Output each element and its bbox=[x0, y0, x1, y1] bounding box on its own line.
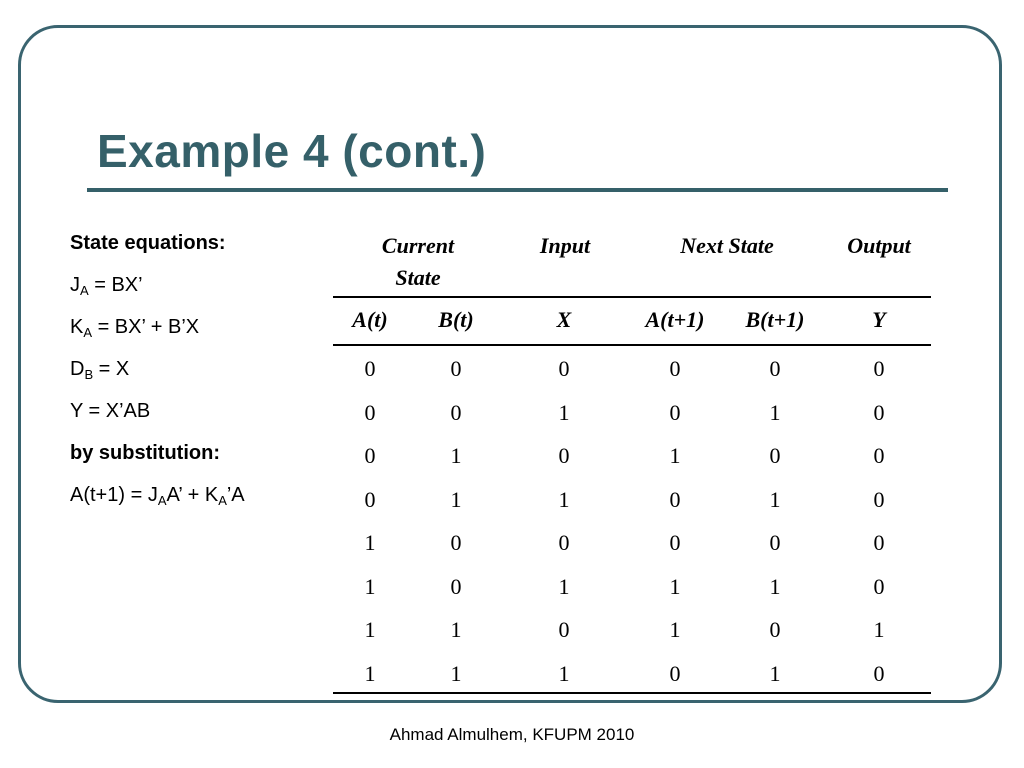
at1-equation: $A(t+1) = J_AA$’ + $K_A’A$ bbox=[70, 484, 245, 508]
table-cell: 0 bbox=[669, 660, 681, 686]
table-cell: 1 bbox=[669, 443, 681, 468]
table-cell: 0 bbox=[558, 617, 570, 642]
group-header-row bbox=[333, 228, 931, 296]
state-table bbox=[333, 228, 931, 686]
table-cell: 0 bbox=[558, 530, 570, 555]
table-cell: 0 bbox=[669, 486, 681, 512]
table-cell: 0 bbox=[364, 399, 376, 425]
table-cell: 1 bbox=[669, 617, 681, 642]
table-cell: 1 bbox=[450, 443, 462, 468]
output-header: Output bbox=[847, 233, 911, 258]
table-cell: 0 bbox=[873, 660, 885, 686]
column-header: A(t) bbox=[352, 307, 388, 332]
table-cell: 1 bbox=[873, 617, 885, 642]
column-header: B(t+1) bbox=[745, 307, 805, 332]
table-cell: 1 bbox=[558, 399, 570, 425]
table-cell: 0 bbox=[873, 443, 885, 468]
table-bottom-rule bbox=[333, 692, 931, 694]
table-cell: 0 bbox=[450, 573, 462, 599]
column-header: X bbox=[556, 307, 572, 332]
ja-equation: $J_A$ = BX’ bbox=[70, 274, 143, 298]
table-cell: 0 bbox=[669, 356, 681, 381]
table-cell: 0 bbox=[450, 356, 462, 381]
table-cell: 1 bbox=[364, 573, 376, 599]
table-cell: 0 bbox=[769, 617, 781, 642]
table-cell: 0 bbox=[769, 530, 781, 555]
input-header: Input bbox=[539, 233, 591, 258]
table-cell: 0 bbox=[364, 443, 376, 468]
ka-equation: $K_A$ = BX’ + B’X bbox=[70, 316, 200, 340]
table-cell: 0 bbox=[558, 443, 570, 468]
table-cell: 1 bbox=[558, 573, 570, 599]
table-cell: 0 bbox=[873, 486, 885, 512]
table-cell: 1 bbox=[769, 660, 781, 686]
column-header: B(t) bbox=[438, 307, 474, 332]
db-equation: $D_B = X$ bbox=[70, 358, 130, 382]
table-cell: 0 bbox=[873, 356, 885, 381]
title-underline bbox=[87, 188, 948, 192]
table-cell: 1 bbox=[769, 486, 781, 512]
table-cell: 0 bbox=[364, 486, 376, 512]
table-cell: 0 bbox=[558, 356, 570, 381]
header-bottom-rule bbox=[333, 344, 931, 346]
table-cell: 1 bbox=[669, 573, 681, 599]
column-header: Y bbox=[872, 307, 886, 332]
next-state-header: Next State bbox=[680, 233, 774, 258]
footer-credit: Ahmad Almulhem, KFUPM 2010 bbox=[389, 725, 635, 744]
substitution-label: by substitution: bbox=[70, 442, 220, 464]
equations-panel bbox=[70, 222, 245, 516]
y-equation: Y = X’AB bbox=[70, 400, 151, 422]
table-cell: 1 bbox=[450, 486, 462, 512]
table-cell: 1 bbox=[364, 660, 376, 686]
table-cell: 0 bbox=[450, 399, 462, 425]
table-cell: 0 bbox=[450, 530, 462, 555]
state-equations-label: State equations: bbox=[70, 232, 226, 254]
table-cell: 0 bbox=[873, 399, 885, 425]
column-header: A(t+1) bbox=[645, 307, 705, 332]
table-cell: 1 bbox=[364, 530, 376, 555]
table-cell: 1 bbox=[558, 486, 570, 512]
slide-title: Example 4 (cont.) bbox=[97, 125, 487, 177]
table-cell: 0 bbox=[669, 530, 681, 555]
table-cell: 0 bbox=[769, 443, 781, 468]
current-state-header: Current State bbox=[381, 233, 455, 290]
table-cell: 1 bbox=[364, 617, 376, 642]
table-cell: 1 bbox=[558, 660, 570, 686]
table-cell: 0 bbox=[669, 399, 681, 425]
table-cell: 0 bbox=[769, 356, 781, 381]
table-cell: 0 bbox=[873, 530, 885, 555]
header-top-rule bbox=[333, 296, 931, 298]
table-cell: 1 bbox=[450, 617, 462, 642]
table-cell: 0 bbox=[364, 356, 376, 381]
table-cell: 1 bbox=[450, 660, 462, 686]
table-cell: 0 bbox=[873, 573, 885, 599]
table-cell: 1 bbox=[769, 573, 781, 599]
table-cell: 1 bbox=[769, 399, 781, 425]
